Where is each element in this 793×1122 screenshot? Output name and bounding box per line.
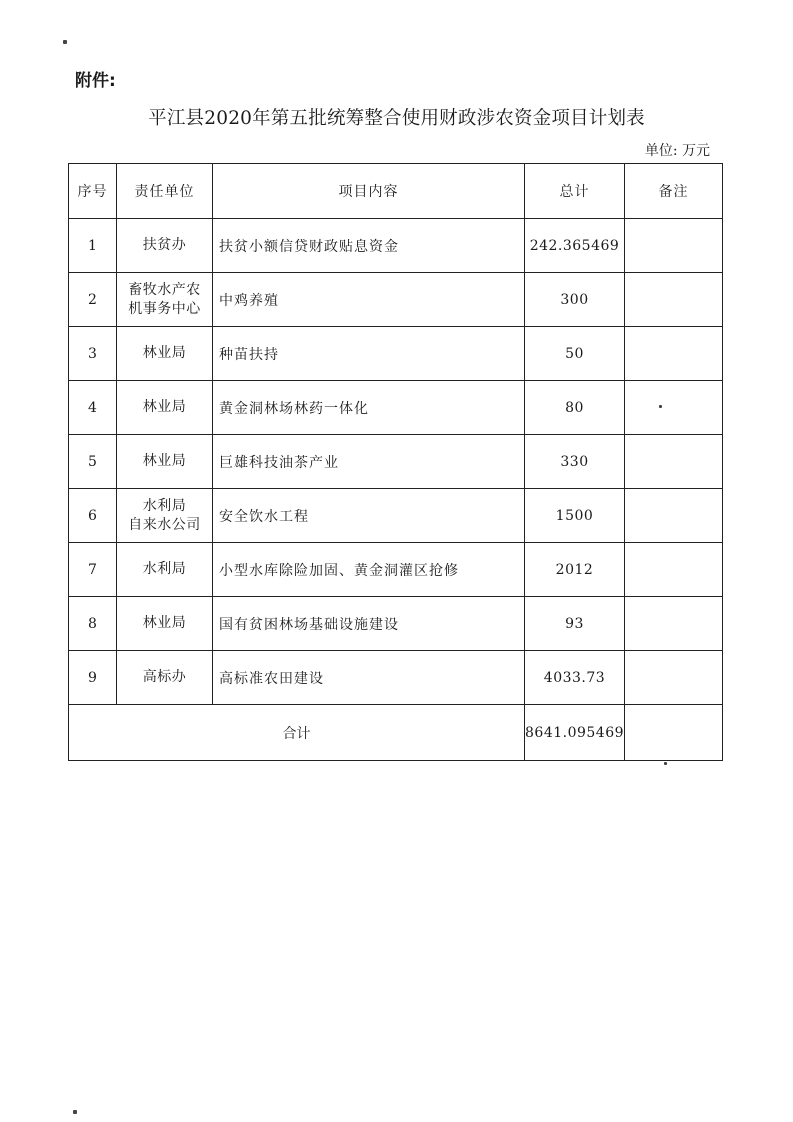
row-number: 5 [69, 435, 117, 489]
row-number: 7 [69, 543, 117, 597]
responsible-unit-line: 自来水公司 [128, 516, 201, 533]
project-total: 50 [525, 327, 625, 381]
table-row [69, 597, 723, 651]
scan-mark [63, 40, 67, 44]
table-row [69, 381, 723, 435]
total-note [625, 705, 723, 761]
attachment-label: 附件: [75, 71, 116, 91]
responsible-unit-line: 林业局 [142, 345, 187, 361]
responsible-unit [117, 597, 213, 651]
project-total: 330 [525, 435, 625, 489]
project-note [625, 381, 723, 435]
column-header-no: 序号 [69, 164, 117, 219]
total-row [69, 705, 723, 761]
project-content: 扶贫小额信贷财政贴息资金 [213, 219, 525, 273]
project-note [625, 543, 723, 597]
grand-total: 8641.095469 [525, 705, 625, 761]
table-row [69, 543, 723, 597]
row-number: 3 [69, 327, 117, 381]
project-content: 黄金洞林场林药一体化 [213, 381, 525, 435]
unit-label: 单位: 万元 [644, 143, 710, 159]
project-note [625, 435, 723, 489]
table-header-row [69, 164, 723, 219]
project-content: 巨雄科技油茶产业 [213, 435, 525, 489]
table-row [69, 651, 723, 705]
row-number: 2 [69, 273, 117, 327]
row-number: 9 [69, 651, 117, 705]
scan-mark [659, 405, 662, 408]
responsible-unit [117, 327, 213, 381]
responsible-unit [117, 273, 213, 327]
project-total: 2012 [525, 543, 625, 597]
responsible-unit [117, 651, 213, 705]
project-note [625, 327, 723, 381]
project-note [625, 273, 723, 327]
project-total: 300 [525, 273, 625, 327]
responsible-unit-line: 林业局 [142, 399, 187, 415]
responsible-unit-line: 扶贫办 [142, 237, 187, 253]
total-label: 合计 [69, 705, 525, 761]
column-header-content: 项目内容 [213, 164, 525, 219]
row-number: 8 [69, 597, 117, 651]
project-content: 小型水库除险加固、黄金洞灌区抢修 [213, 543, 525, 597]
column-header-total: 总计 [525, 164, 625, 219]
project-note [625, 597, 723, 651]
project-content: 安全饮水工程 [213, 489, 525, 543]
table-row [69, 219, 723, 273]
project-total: 1500 [525, 489, 625, 543]
responsible-unit-line: 水利局 [142, 561, 187, 577]
table-row [69, 489, 723, 543]
document-title: 平江县2020年第五批统筹整合使用财政涉农资金项目计划表 [148, 108, 645, 129]
row-number: 4 [69, 381, 117, 435]
responsible-unit-line: 高标办 [142, 669, 187, 685]
responsible-unit-line: 畜牧水产农 [128, 281, 201, 298]
column-header-note: 备注 [625, 164, 723, 219]
project-total: 93 [525, 597, 625, 651]
responsible-unit [117, 381, 213, 435]
responsible-unit [117, 489, 213, 543]
row-number: 1 [69, 219, 117, 273]
project-content: 中鸡养殖 [213, 273, 525, 327]
responsible-unit-line: 林业局 [142, 453, 187, 469]
table-row [69, 273, 723, 327]
scan-mark [73, 1110, 77, 1114]
responsible-unit [117, 435, 213, 489]
column-header-unit: 责任单位 [117, 164, 213, 219]
project-content: 国有贫困林场基础设施建设 [213, 597, 525, 651]
project-note [625, 219, 723, 273]
project-total: 80 [525, 381, 625, 435]
responsible-unit [117, 219, 213, 273]
table-row [69, 327, 723, 381]
responsible-unit-line: 机事务中心 [128, 300, 201, 317]
project-total: 4033.73 [525, 651, 625, 705]
project-note [625, 489, 723, 543]
project-content: 高标准农田建设 [213, 651, 525, 705]
responsible-unit [117, 543, 213, 597]
row-number: 6 [69, 489, 117, 543]
table-row [69, 435, 723, 489]
project-note [625, 651, 723, 705]
project-total: 242.365469 [525, 219, 625, 273]
project-content: 种苗扶持 [213, 327, 525, 381]
responsible-unit-line: 林业局 [142, 615, 187, 631]
project-plan-table [68, 163, 723, 761]
responsible-unit-line: 水利局 [142, 497, 187, 514]
scan-mark [664, 762, 667, 765]
